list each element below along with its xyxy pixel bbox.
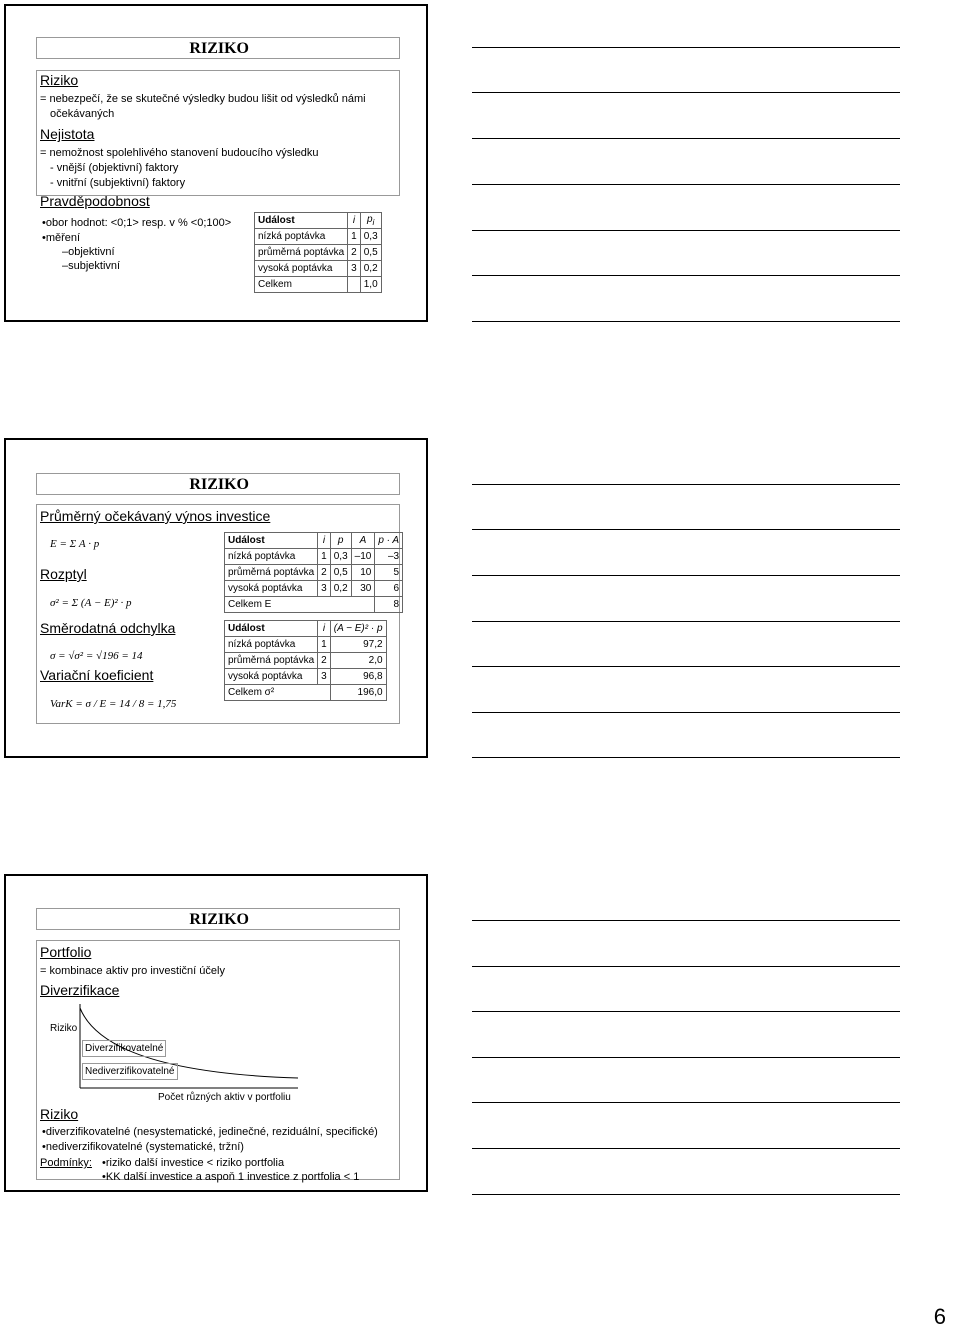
cell: 196,0 bbox=[330, 685, 386, 701]
return-table bbox=[224, 532, 403, 613]
th: p · A bbox=[375, 533, 403, 549]
slide-2 bbox=[4, 438, 428, 758]
slide-title: RIZIKO bbox=[36, 37, 400, 59]
th: Událost bbox=[225, 621, 318, 637]
formula-variance: σ² = Σ (A − E)² · p bbox=[50, 597, 132, 609]
cell: 1,0 bbox=[360, 277, 381, 293]
cell: 96,8 bbox=[330, 669, 386, 685]
note-line bbox=[472, 184, 900, 185]
th: Událost bbox=[225, 533, 318, 549]
cell: –10 bbox=[351, 549, 375, 565]
slide-1 bbox=[4, 4, 428, 322]
variance-table bbox=[224, 620, 387, 701]
note-line bbox=[472, 712, 900, 713]
riziko-bullet-2 bbox=[42, 1140, 244, 1155]
heading-riziko: Riziko bbox=[40, 72, 79, 88]
prav-bullet-2-text: měření bbox=[45, 232, 81, 244]
chart-label-diverz: Diverzifikovatelné bbox=[82, 1040, 166, 1057]
th: A bbox=[351, 533, 375, 549]
riziko-bullet-1 bbox=[42, 1125, 378, 1140]
note-line bbox=[472, 529, 900, 530]
note-line bbox=[472, 92, 900, 93]
riziko-bullet-2-text: nediverzifikovatelné (systematické, tržní) bbox=[45, 1141, 244, 1153]
note-line bbox=[472, 666, 900, 667]
page-number: 6 bbox=[933, 1304, 946, 1329]
heading-smerodatna: Směrodatná odchylka bbox=[40, 620, 176, 636]
riziko-def-1: = nebezpečí, že se skutečné výsledky budou lišit od výsledků námi bbox=[40, 93, 366, 105]
cell: 1 bbox=[348, 229, 361, 245]
heading-riziko-2: Riziko bbox=[40, 1106, 79, 1122]
formula-ea: E = Σ A · p bbox=[50, 538, 100, 550]
cell: 2 bbox=[318, 653, 331, 669]
cell: nízká poptávka bbox=[225, 549, 318, 565]
heading-pravdepodobnost: Pravděpodobnost bbox=[40, 193, 150, 209]
note-line bbox=[472, 321, 900, 322]
cell: 0,3 bbox=[360, 229, 381, 245]
cell: průměrná poptávka bbox=[225, 653, 318, 669]
note-line bbox=[472, 757, 900, 758]
note-line bbox=[472, 621, 900, 622]
cell: 2,0 bbox=[330, 653, 386, 669]
th: (A − E)² · p bbox=[330, 621, 386, 637]
podminka-2-text: KK další investice a aspoň 1 investice z portfolia < 1 bbox=[105, 1171, 360, 1183]
riziko-def-2: očekávaných bbox=[50, 108, 115, 120]
slide-3 bbox=[4, 874, 428, 1192]
podminky-label: Podmínky: bbox=[40, 1157, 92, 1169]
note-line bbox=[472, 138, 900, 139]
cell: 1 bbox=[318, 549, 331, 565]
cell: 1 bbox=[318, 637, 331, 653]
prav-bullet-1 bbox=[42, 216, 231, 231]
note-line bbox=[472, 1148, 900, 1149]
th: p bbox=[330, 533, 351, 549]
cell: 97,2 bbox=[330, 637, 386, 653]
cell: vysoká poptávka bbox=[255, 261, 348, 277]
podminka-1-text: riziko další investice < riziko portfolia bbox=[105, 1157, 285, 1169]
nejistota-def: = nemožnost spolehlivého stanovení budoucího výsledku bbox=[40, 147, 319, 159]
note-line bbox=[472, 47, 900, 48]
heading-rozptyl: Rozptyl bbox=[40, 566, 87, 582]
prav-dash-1 bbox=[62, 245, 115, 260]
heading-portfolio: Portfolio bbox=[40, 944, 92, 960]
note-line bbox=[472, 920, 900, 921]
prav-bullet-1-text: obor hodnot: <0;1> resp. v % <0;100> bbox=[45, 217, 232, 229]
cell: 6 bbox=[375, 581, 403, 597]
th: Událost bbox=[255, 213, 348, 229]
th: $p_i$ bbox=[360, 213, 381, 229]
formula-sd: σ = √σ² = √196 = 14 bbox=[50, 650, 143, 662]
nejistota-2: - vnitřní (subjektivní) faktory bbox=[50, 177, 186, 189]
note-line bbox=[472, 275, 900, 276]
note-line bbox=[472, 1194, 900, 1195]
cell: 0,2 bbox=[360, 261, 381, 277]
cell: nízká poptávka bbox=[255, 229, 348, 245]
cell: 3 bbox=[318, 581, 331, 597]
prav-bullet-2 bbox=[42, 231, 80, 246]
slide-title: RIZIKO bbox=[36, 908, 400, 930]
note-line bbox=[472, 230, 900, 231]
cell: 2 bbox=[318, 565, 331, 581]
cell: 0,5 bbox=[360, 245, 381, 261]
th: i bbox=[318, 621, 331, 637]
cell: průměrná poptávka bbox=[255, 245, 348, 261]
cell: 30 bbox=[351, 581, 375, 597]
cell: 0,5 bbox=[330, 565, 351, 581]
podminka-1 bbox=[102, 1156, 284, 1171]
chart-y-label: Riziko bbox=[50, 1023, 78, 1034]
heading-prumer: Průměrný očekávaný výnos investice bbox=[40, 508, 271, 524]
slide-title: RIZIKO bbox=[36, 473, 400, 495]
probability-table bbox=[254, 212, 382, 293]
note-line bbox=[472, 1102, 900, 1103]
th: i bbox=[318, 533, 331, 549]
nejistota-1: - vnější (objektivní) faktory bbox=[50, 162, 179, 174]
cell: –3 bbox=[375, 549, 403, 565]
prav-dash-2 bbox=[62, 259, 120, 274]
note-line bbox=[472, 1011, 900, 1012]
chart-label-nediverz: Nediverzifikovatelné bbox=[82, 1063, 178, 1080]
cell: 10 bbox=[351, 565, 375, 581]
cell: Celkem E bbox=[225, 597, 375, 613]
riziko-bullet-1-text: diverzifikovatelné (nesystematické, jedinečné, reziduální, specifické) bbox=[45, 1126, 378, 1138]
note-line bbox=[472, 575, 900, 576]
heading-diverzifikace: Diverzifikace bbox=[40, 982, 120, 998]
podminka-2 bbox=[102, 1170, 359, 1185]
cell: 8 bbox=[375, 597, 403, 613]
cell: 0,3 bbox=[330, 549, 351, 565]
formula-vk: VarK = σ / E = 14 / 8 = 1,75 bbox=[50, 698, 177, 710]
cell: Celkem bbox=[255, 277, 348, 293]
cell: 3 bbox=[348, 261, 361, 277]
cell: 0,2 bbox=[330, 581, 351, 597]
cell: vysoká poptávka bbox=[225, 581, 318, 597]
note-line bbox=[472, 966, 900, 967]
heading-nejistota: Nejistota bbox=[40, 126, 95, 142]
cell: 2 bbox=[348, 245, 361, 261]
note-line bbox=[472, 1057, 900, 1058]
cell: 5 bbox=[375, 565, 403, 581]
portfolio-def: = kombinace aktiv pro investiční účely bbox=[40, 965, 225, 977]
cell: Celkem σ² bbox=[225, 685, 331, 701]
cell bbox=[348, 277, 361, 293]
chart-x-label: Počet různých aktiv v portfoliu bbox=[158, 1092, 291, 1103]
prav-dash-1-text: objektivní bbox=[68, 246, 115, 258]
cell: 3 bbox=[318, 669, 331, 685]
cell: nízká poptávka bbox=[225, 637, 318, 653]
note-line bbox=[472, 484, 900, 485]
cell: vysoká poptávka bbox=[225, 669, 318, 685]
cell: průměrná poptávka bbox=[225, 565, 318, 581]
prav-dash-2-text: subjektivní bbox=[68, 260, 121, 272]
heading-variacni: Variační koeficient bbox=[40, 667, 154, 683]
th: i bbox=[348, 213, 361, 229]
